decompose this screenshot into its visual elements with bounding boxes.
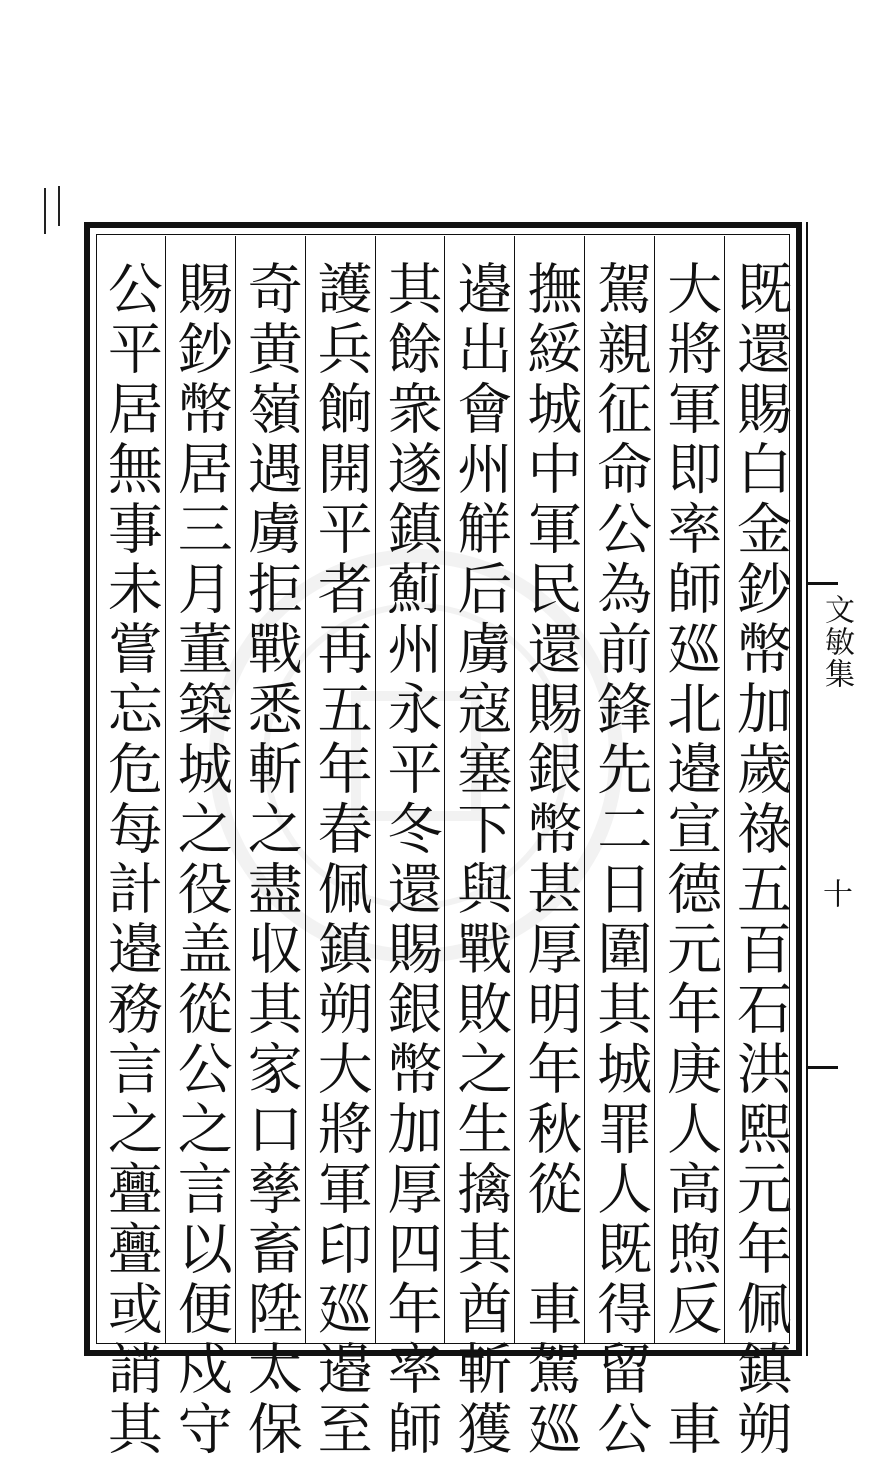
text-column (444, 236, 514, 1460)
column-text: 駕親征命公為前鋒先二日圍其城罪人既得留公 (588, 260, 653, 1460)
text-columns (96, 236, 794, 1460)
column-text: 賜鈔幣居三月董築城之役盖從公之言以便戍守 (168, 260, 233, 1460)
binding-edge-mark (44, 188, 46, 234)
binding-edge-mark (58, 186, 60, 226)
text-column (584, 236, 654, 1460)
column-text: 既還賜白金鈔幣加歲祿五百石洪熙元年佩鎮朔 (728, 260, 793, 1460)
margin-book-title: 文敏集 (819, 594, 854, 690)
margin-page-marker: 十 (817, 878, 852, 908)
column-text: 大將軍即率師廵北邉宣德元年庚人高煦反 車 (658, 260, 723, 1460)
text-column (235, 236, 305, 1460)
text-column (96, 236, 165, 1460)
text-column (514, 236, 584, 1460)
column-text: 護兵餉開平者再五年春佩鎮朔大將軍印廵邉至 (308, 260, 373, 1460)
column-text: 邉出會州觧后虜寇塞下與戰敗之生擒其酋斬獲 (448, 260, 513, 1460)
block-center-margin (806, 222, 838, 1356)
text-column (165, 236, 235, 1460)
column-text: 公平居無事未嘗忘危每計邉務言之亹亹或誚其 (98, 260, 163, 1460)
text-column (654, 236, 724, 1460)
text-column (305, 236, 375, 1460)
text-column (375, 236, 445, 1460)
margin-rule (808, 582, 838, 585)
text-column (724, 236, 794, 1460)
margin-rule (808, 1066, 838, 1069)
column-text: 奇黄嶺遇虜拒戰悉斬之盡収其家口孳畜陞太保 (238, 260, 303, 1460)
column-text: 撫綏城中軍民還賜銀幣甚厚明年秋從 車駕廵 (518, 260, 583, 1460)
column-text: 其餘衆遂鎮薊州永平冬還賜銀幣加厚四年率師 (378, 260, 443, 1460)
